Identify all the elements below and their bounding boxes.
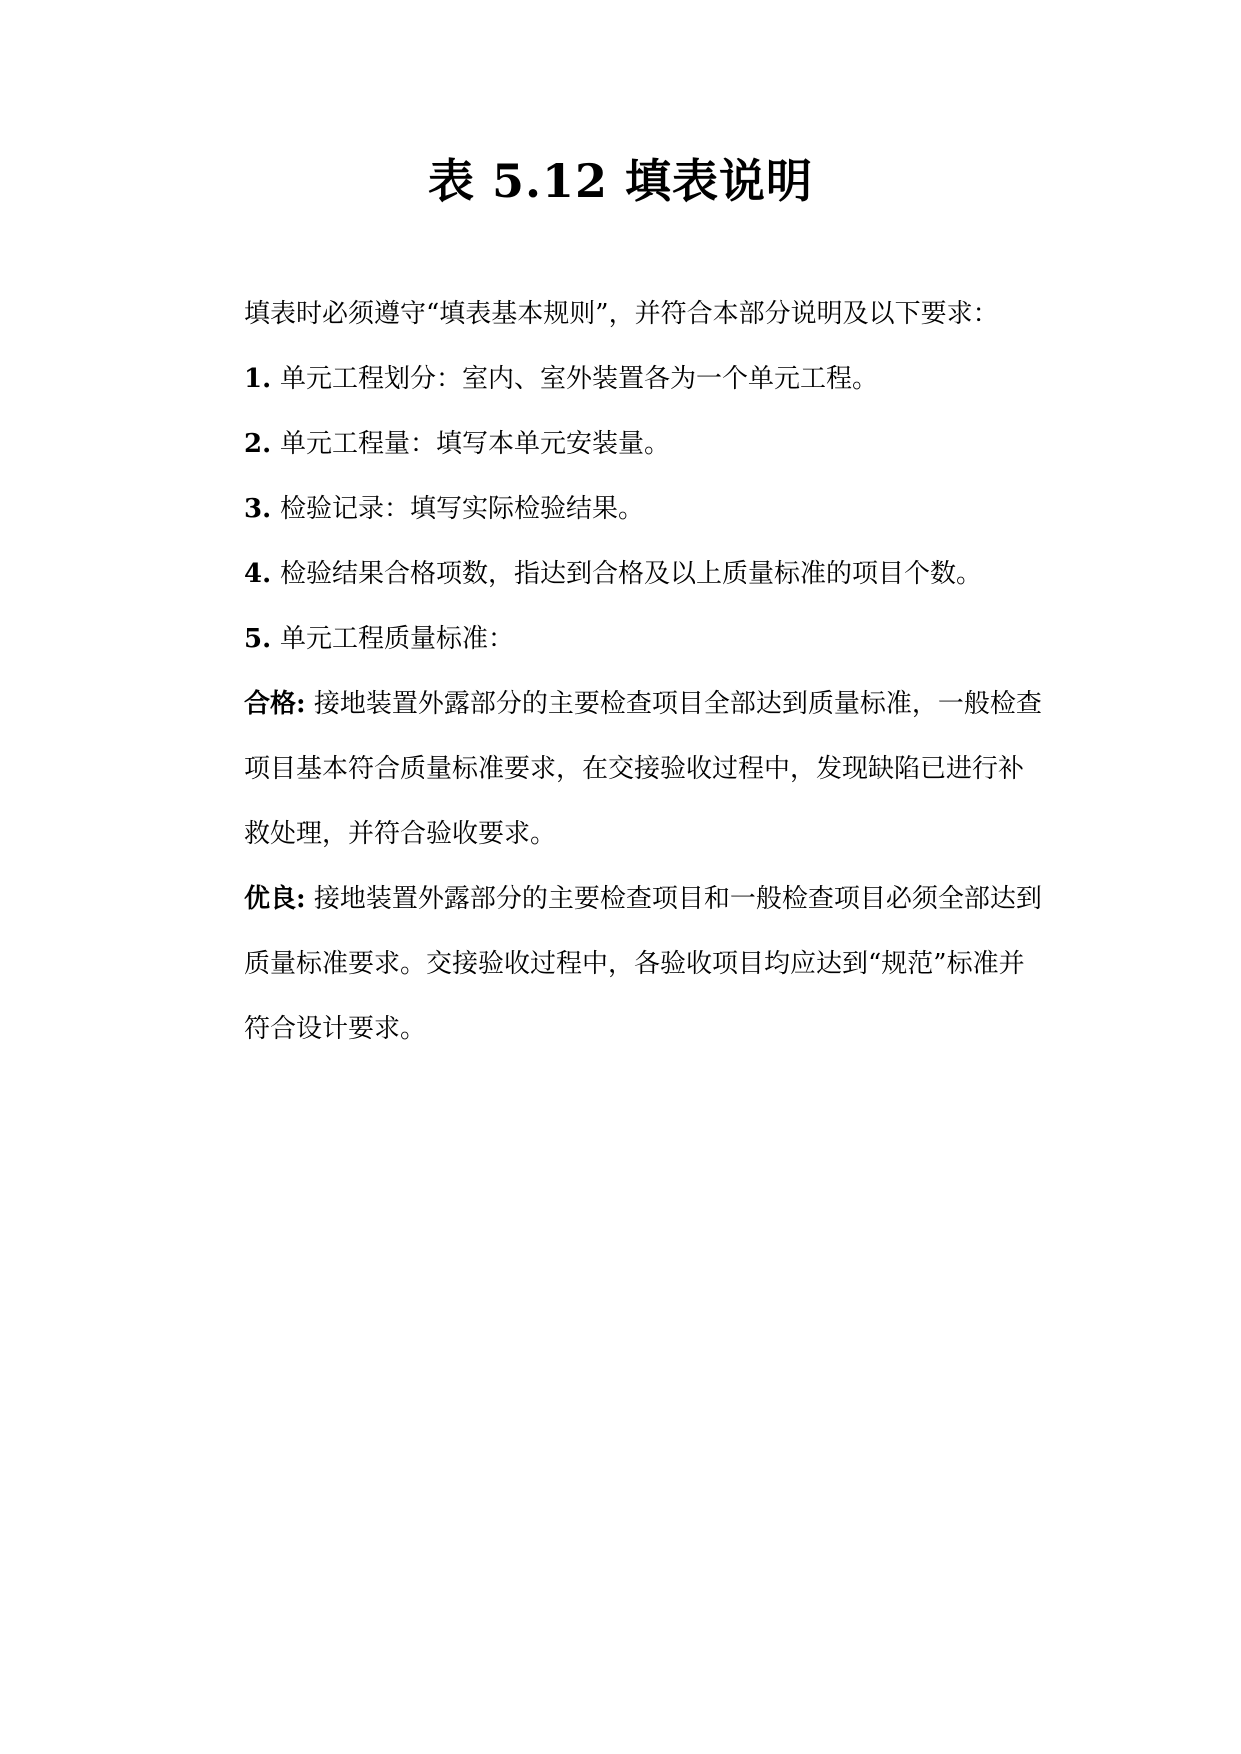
- item-text: 单元工程质量标准：: [280, 624, 515, 654]
- excellent-standard-paragraph: [244, 867, 1049, 1062]
- list-item-1: [244, 347, 1049, 412]
- item-number: 2.: [244, 429, 272, 459]
- item-text: 检验结果合格项数，指达到合格及以上质量标准的项目个数。: [280, 559, 983, 589]
- item-number: 5.: [244, 624, 272, 654]
- item-text: 检验记录：填写实际检验结果。: [280, 494, 645, 524]
- qualified-label: 合格:: [244, 689, 306, 719]
- qualified-text: 接地装置外露部分的主要检查项目全部达到质量标准，一般检查项目基本符合质量标准要求，在交接验收过程中，发现缺陷已进行补救处理，并符合验收要求。: [244, 689, 1042, 849]
- page-title: 表 5.12 填表说明: [427, 154, 814, 208]
- item-number: 3.: [244, 494, 272, 524]
- list-item-3: [244, 477, 1049, 542]
- item-text: 单元工程划分：室内、室外装置各为一个单元工程。: [280, 364, 879, 394]
- intro-paragraph: 填表时必须遵守“填表基本规则”，并符合本部分说明及以下要求：: [244, 299, 999, 329]
- qualified-standard-paragraph: [244, 672, 1049, 867]
- item-text: 单元工程量：填写本单元安装量。: [280, 429, 671, 459]
- item-number: 4.: [244, 559, 272, 589]
- item-number: 1.: [244, 364, 272, 394]
- list-item-4: [244, 542, 1049, 607]
- excellent-text: 接地装置外露部分的主要检查项目和一般检查项目必须全部达到质量标准要求。交接验收过程中，各验收项目均应达到“规范”标准并符合设计要求。: [244, 884, 1042, 1044]
- excellent-label: 优良:: [244, 884, 306, 914]
- list-item-2: [244, 412, 1049, 477]
- list-item-5: [244, 607, 1049, 672]
- instructions-body: [244, 282, 1049, 1062]
